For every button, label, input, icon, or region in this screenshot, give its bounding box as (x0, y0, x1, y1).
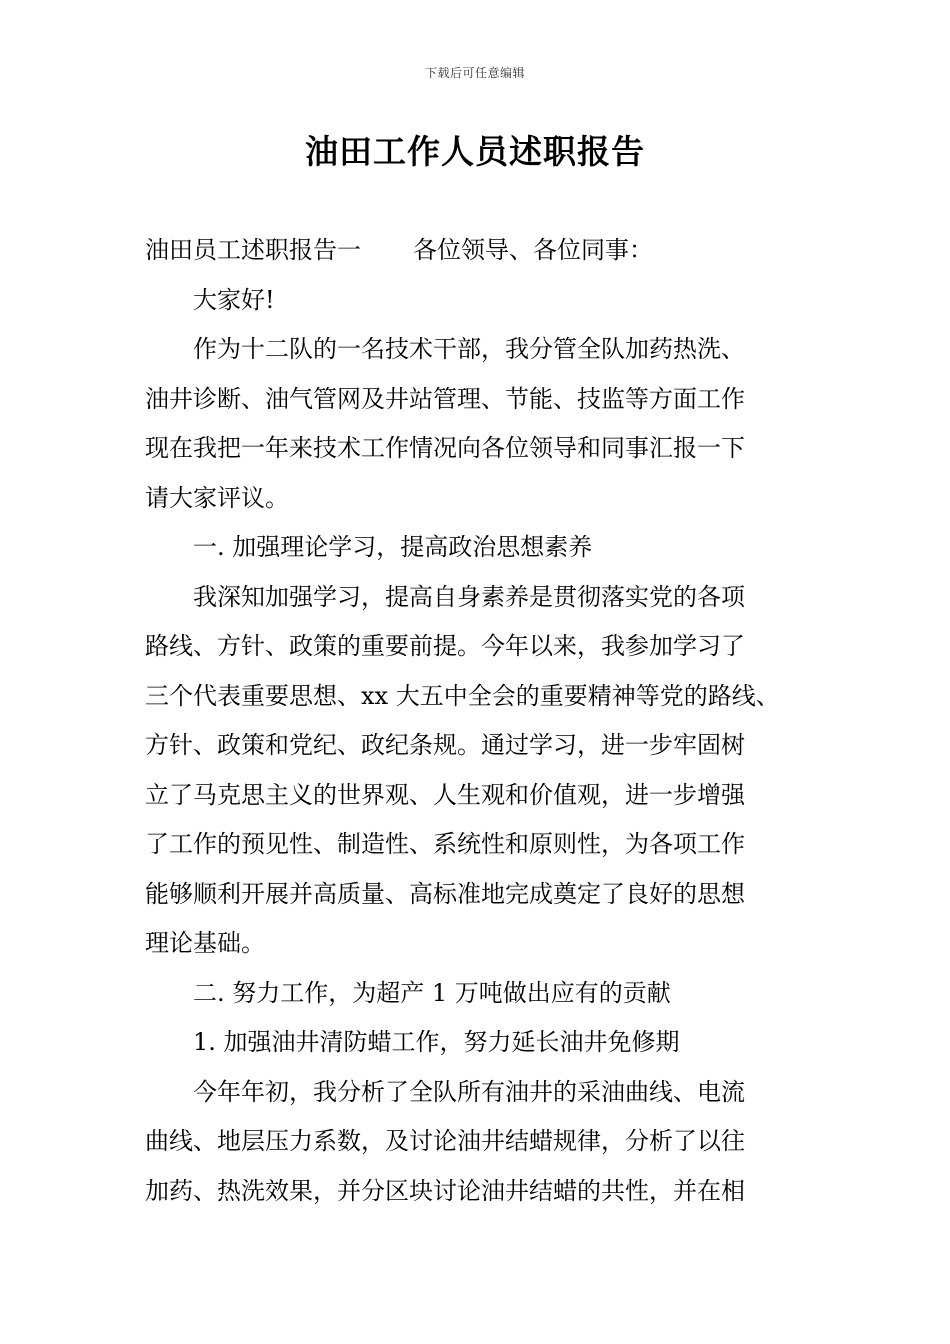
greeting (145, 276, 825, 326)
opening-left: 油田员工述职报告一 (145, 236, 361, 264)
opening-right: 各位领导、各位同事： (413, 236, 653, 264)
section1-heading-text: 一. 加强理论学习，提高政治思想素养 (193, 533, 593, 561)
section1-line-7: 能够顺利开展并高质量、高标准地完成奠定了良好的思想 (145, 879, 745, 908)
section1-line-2: 路线、方针、政策的重要前提。今年以来，我参加学习了 (145, 632, 745, 660)
section2-heading (145, 969, 825, 1019)
intro-line-4: 请大家评议。 (145, 483, 289, 512)
greeting-line: 大家好! (193, 285, 275, 314)
section2-sub1-heading-text: 1. 加强油井清防蜡工作，努力延长油井免修期 (193, 1028, 680, 1056)
intro-line-1: 作为十二队的一名技术干部，我分管全队加药热洗、 (193, 335, 745, 363)
intro-line-2: 油井诊断、油气管网及井站管理、节能、技监等方面工作 (145, 384, 745, 413)
document-body (145, 226, 825, 1216)
section2-sub1-paragraph (145, 1068, 825, 1217)
section1-line-3: 三个代表重要思想、xx 大五中全会的重要精神等党的路线、 (145, 681, 780, 710)
section2-sub1-line-1: 今年年初，我分析了全队所有油井的采油曲线、电流 (193, 1077, 745, 1106)
section1-line-6: 了工作的预见性、制造性、系统性和原则性，为各项工作 (145, 830, 745, 858)
opening-line (145, 226, 825, 276)
opening-line-row (145, 226, 825, 276)
section2-sub1-line-3: 加药、热洗效果，并分区块讨论油井结蜡的共性，并在相 (145, 1176, 745, 1205)
section2-sub1-line-2: 曲线、地层压力系数，及讨论油井结蜡规律，分析了以往 (145, 1127, 745, 1155)
section1-heading (145, 523, 825, 573)
document-title: 油田工作人员述职报告 (305, 132, 645, 171)
intro-paragraph (145, 325, 825, 523)
section1-line-1: 我深知加强学习，提高自身素养是贯彻落实党的各项 (193, 582, 745, 611)
section1-line-5: 立了马克思主义的世界观、人生观和价值观，进一步增强 (145, 780, 745, 809)
section1-paragraph (145, 573, 825, 969)
intro-line-3: 现在我把一年来技术工作情况向各位领导和同事汇报一下 (145, 434, 745, 462)
section2-sub1-heading (145, 1018, 825, 1068)
header-note: 下载后可任意编辑 (424, 66, 525, 80)
section1-line-4: 方针、政策和党纪、政纪条规。通过学习，进一步牢固树 (145, 731, 745, 759)
section1-line-8: 理论基础。 (145, 929, 265, 957)
section2-heading-text: 二. 努力工作，为超产 1 万吨做出应有的贡献 (193, 978, 671, 1007)
